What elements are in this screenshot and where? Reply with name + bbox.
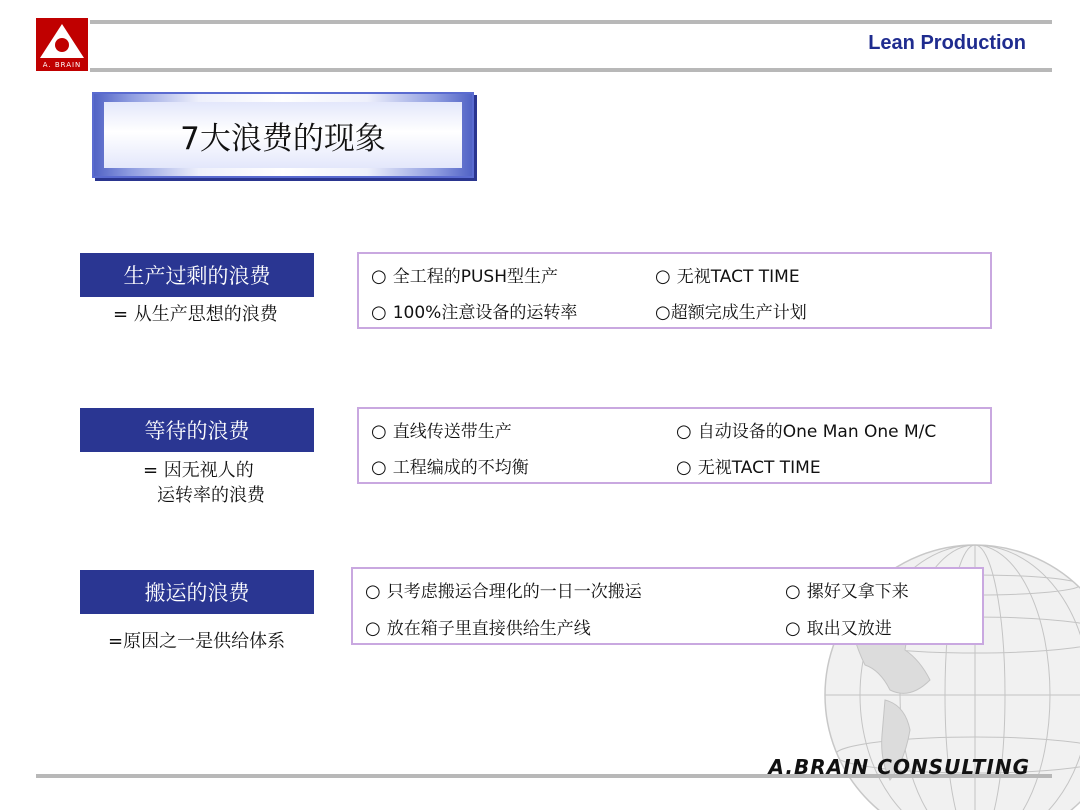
list-item: ○ 无视TACT TIME xyxy=(655,266,800,287)
header-tag: Lean Production xyxy=(868,32,1026,54)
list-item: ○ 全工程的PUSH型生产 xyxy=(371,266,558,287)
circle-bullet-icon: ○ xyxy=(785,618,801,639)
circle-bullet-icon: ○ xyxy=(365,581,381,602)
circle-bullet-icon: ○ xyxy=(785,581,801,602)
footer-brand: A.BRAIN CONSULTING xyxy=(768,755,1030,779)
section-list-overproduction xyxy=(357,252,992,329)
circle-bullet-icon: ○ xyxy=(371,421,387,442)
list-item: ○ 取出又放进 xyxy=(785,618,892,639)
circle-bullet-icon: ○ xyxy=(676,421,692,442)
circle-bullet-icon: ○ xyxy=(371,266,387,287)
title-box xyxy=(92,92,474,178)
section-sub-overproduction: = 从生产思想的浪费 xyxy=(113,304,278,325)
list-item: ○ 无视TACT TIME xyxy=(676,457,821,478)
section-list-transport xyxy=(351,567,984,645)
list-item: ○ 直线传送带生产 xyxy=(371,421,512,442)
circle-bullet-icon: ○ xyxy=(371,302,387,323)
section-sub-transport: =原因之一是供给体系 xyxy=(108,631,286,652)
header-rule-top xyxy=(90,20,1052,24)
section-label-waiting: 等待的浪费 xyxy=(80,408,314,452)
list-item: ○ 摞好又拿下来 xyxy=(785,581,909,602)
circle-bullet-icon: ○ xyxy=(365,618,381,639)
section-label-transport: 搬运的浪费 xyxy=(80,570,314,614)
circle-bullet-icon: ○ xyxy=(371,457,387,478)
header-rule-bottom xyxy=(90,68,1052,72)
logo-text: A. BRAIN xyxy=(36,60,88,71)
circle-bullet-icon: ○ xyxy=(676,457,692,478)
circle-bullet-icon: ○ xyxy=(655,302,671,323)
page-title: 7大浪费的现象 xyxy=(104,102,462,168)
list-item: ○ 只考虑搬运合理化的一日一次搬运 xyxy=(365,581,642,602)
section-sub-waiting-2: 运转率的浪费 xyxy=(157,485,265,506)
section-label-overproduction: 生产过剩的浪费 xyxy=(80,253,314,297)
section-sub-waiting-1: = 因无视人的 xyxy=(143,460,254,481)
list-item: ○ 放在箱子里直接供给生产线 xyxy=(365,618,591,639)
list-item: ○ 工程编成的不均衡 xyxy=(371,457,529,478)
list-item: ○ 100%注意设备的运转率 xyxy=(371,302,578,323)
list-item: ○超额完成生产计划 xyxy=(655,302,807,323)
list-item: ○ 自动设备的One Man One M/C xyxy=(676,421,937,442)
section-list-waiting xyxy=(357,407,992,484)
circle-bullet-icon: ○ xyxy=(655,266,671,287)
